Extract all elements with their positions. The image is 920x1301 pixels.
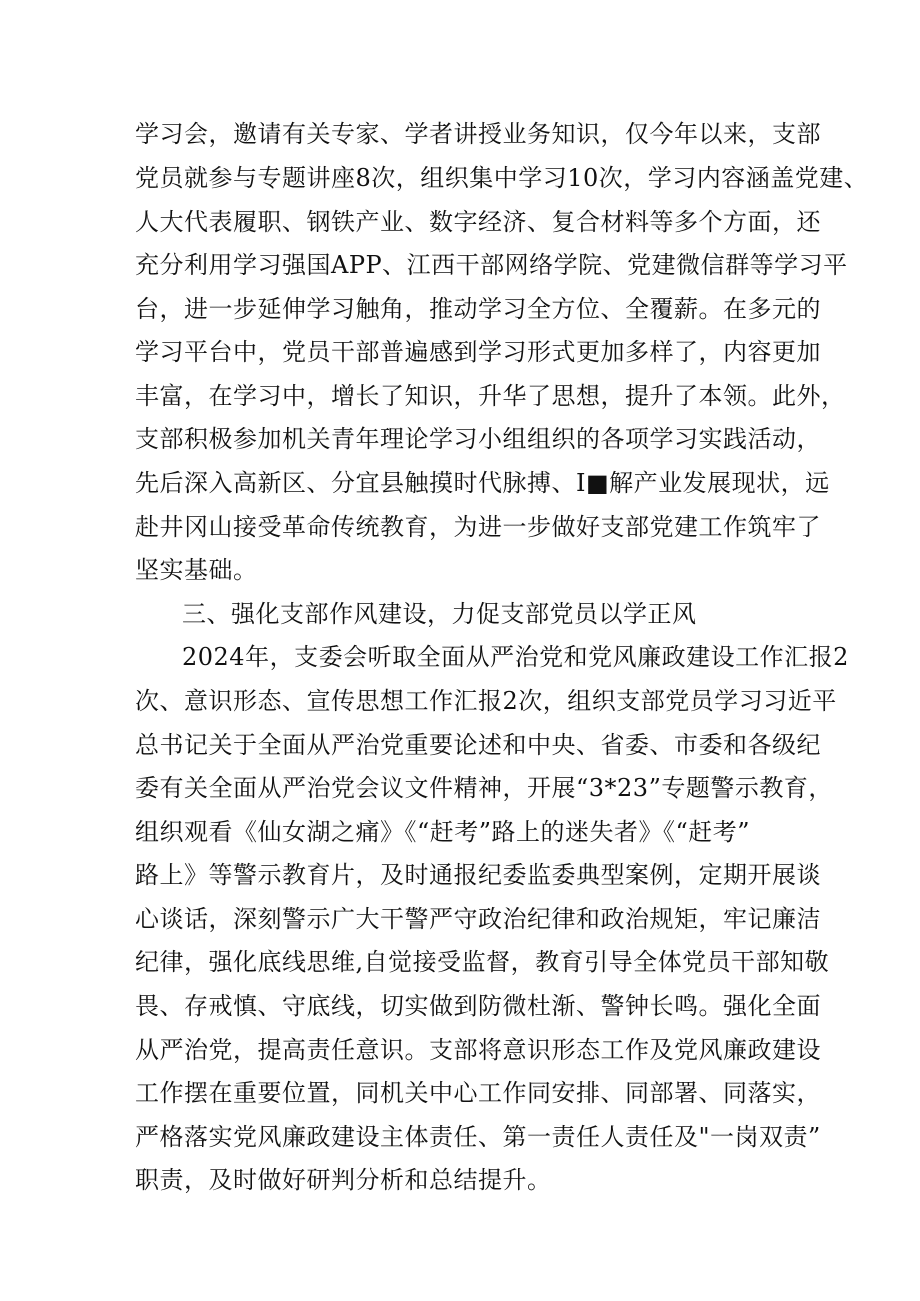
text-line: 纪律，强化底线思维,自觉接受监督，教育引导全体党员干部知敬: [135, 948, 830, 976]
text-line: 心谈话，深刻警示广大干警严守政治纪律和政治规矩，牢记廉洁: [135, 905, 821, 933]
text-line: 充分利用学习强国APP、江西干部网络学院、党建微信群等学习平: [135, 251, 848, 279]
text-line: 学习平台中，党员干部普遍感到学习形式更加多样了，内容更加: [135, 338, 821, 366]
text-line: 支部积极参加机关青年理论学习小组组织的各项学习实践活动，: [135, 425, 821, 453]
text-line: 总书记关于全面从严治党重要论述和中央、省委、市委和各级纪: [135, 731, 821, 759]
text-line: 工作摆在重要位置，同机关中心工作同安排、同部署、同落实，: [135, 1079, 821, 1107]
text-line: 台，进一步延伸学习触角，推动学习全方位、全覆薪。在多元的: [135, 295, 821, 323]
text-line: 严格落实党风廉政建设主体责任、第一责任人责任及"一岗双责”: [135, 1123, 821, 1151]
text-line: 先后深入高新区、分宜县触摸时代脉搏、I■解产业发展现状，远: [135, 469, 830, 497]
text-line: 路上》等警示教育片，及时通报纪委监委典型案例，定期开展谈: [135, 861, 821, 889]
text-line: 党员就参与专题讲座8次，组织集中学习10次，学习内容涵盖党建、: [135, 164, 869, 192]
text-line: 2024年，支委会听取全面从严治党和党风廉政建设工作汇报2: [182, 643, 849, 671]
text-line: 丰富，在学习中，增长了知识，升华了思想，提升了本领。此外，: [135, 382, 846, 410]
text-line: 赴井冈山接受革命传统教育，为进一步做好支部党建工作筑牢了: [135, 513, 821, 541]
text-line: 委有关全面从严治党会议文件精神，开展“3*23”专题警示教育，: [135, 774, 833, 802]
section-heading: 三、强化支部作风建设，力促支部党员以学正风: [182, 600, 697, 628]
text-line: 人大代表履职、钢铁产业、数字经济、复合材料等多个方面，还: [135, 208, 821, 236]
text-line: 从严治党，提高责任意识。支部将意识形态工作及党风廉政建设: [135, 1036, 821, 1064]
text-line: 次、意识形态、宣传思想工作汇报2次，组织支部党员学习习近平: [135, 687, 837, 715]
text-line: 组织观看《仙女湖之痛》《“赶考”路上的迷失者》《“赶考”: [135, 818, 751, 846]
text-line: 畏、存戒慎、守底线，切实做到防微杜渐、警钟长鸣。强化全面: [135, 992, 821, 1020]
text-line: 坚实基础。: [135, 556, 258, 584]
text-line: 职责，及时做好研判分析和总结提升。: [135, 1166, 552, 1194]
text-line: 学习会，邀请有关专家、学者讲授业务知识，仅今年以来，支部: [135, 120, 821, 148]
